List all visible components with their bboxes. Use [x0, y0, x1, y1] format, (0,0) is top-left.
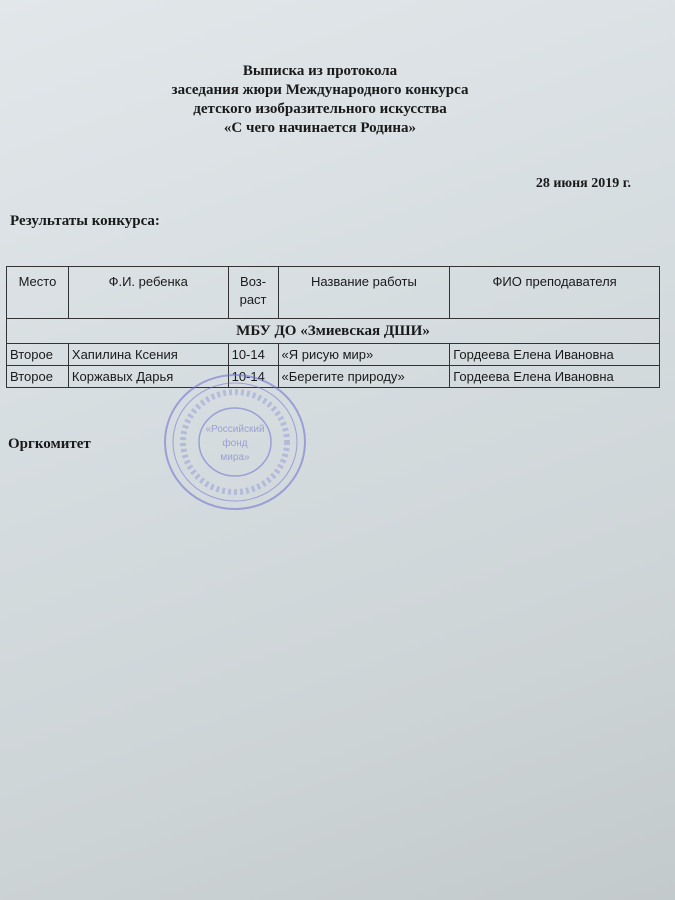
cell-work-title: «Берегите природу»: [278, 366, 450, 388]
cell-age: 10-14: [228, 344, 278, 366]
group-name: МБУ ДО «Змиевская ДШИ»: [7, 319, 660, 344]
seal-text-line-1: «Российский: [205, 424, 265, 435]
cell-teacher: Гордеева Елена Ивановна: [450, 366, 660, 388]
heading-line-2: заседания жюри Международного конкурса: [171, 82, 469, 98]
cell-work-title: «Я рисую мир»: [278, 344, 450, 366]
cell-child-name: Коржавых Дарья: [68, 366, 228, 388]
table-group-row: [7, 319, 660, 344]
cell-place: Второе: [7, 366, 69, 388]
header-work-title: Название работы: [278, 267, 450, 319]
cell-teacher: Гордеева Елена Ивановна: [450, 344, 660, 366]
seal-stamp-icon: [160, 370, 310, 515]
seal-text-line-2: фонд: [222, 438, 248, 449]
table-row: [7, 366, 660, 388]
header-age-line-2: раст: [239, 292, 267, 307]
header-age: [228, 267, 278, 319]
header-teacher: ФИО преподавателя: [450, 267, 660, 319]
cell-age: 10-14: [228, 366, 278, 388]
results-label: Результаты конкурса:: [10, 213, 160, 229]
header-child-name: Ф.И. ребенка: [68, 267, 228, 319]
header-place: Место: [7, 267, 69, 319]
document-heading: [100, 62, 540, 138]
table-row: [7, 344, 660, 366]
document-date: 28 июня 2019 г.: [535, 176, 631, 191]
heading-line-3: детского изобразительного искусства: [193, 101, 447, 117]
heading-line-1: Выписка из протокола: [242, 63, 398, 79]
cell-place: Второе: [7, 344, 69, 366]
seal-text-line-3: мира»: [220, 452, 250, 463]
table-header-row: [7, 267, 660, 319]
cell-child-name: Хапилина Ксения: [68, 344, 228, 366]
results-table: [6, 266, 660, 388]
header-age-line-1: Воз-: [240, 274, 267, 289]
committee-label: Оргкомитет: [8, 436, 91, 452]
heading-line-4: «С чего начинается Родина»: [223, 120, 417, 136]
